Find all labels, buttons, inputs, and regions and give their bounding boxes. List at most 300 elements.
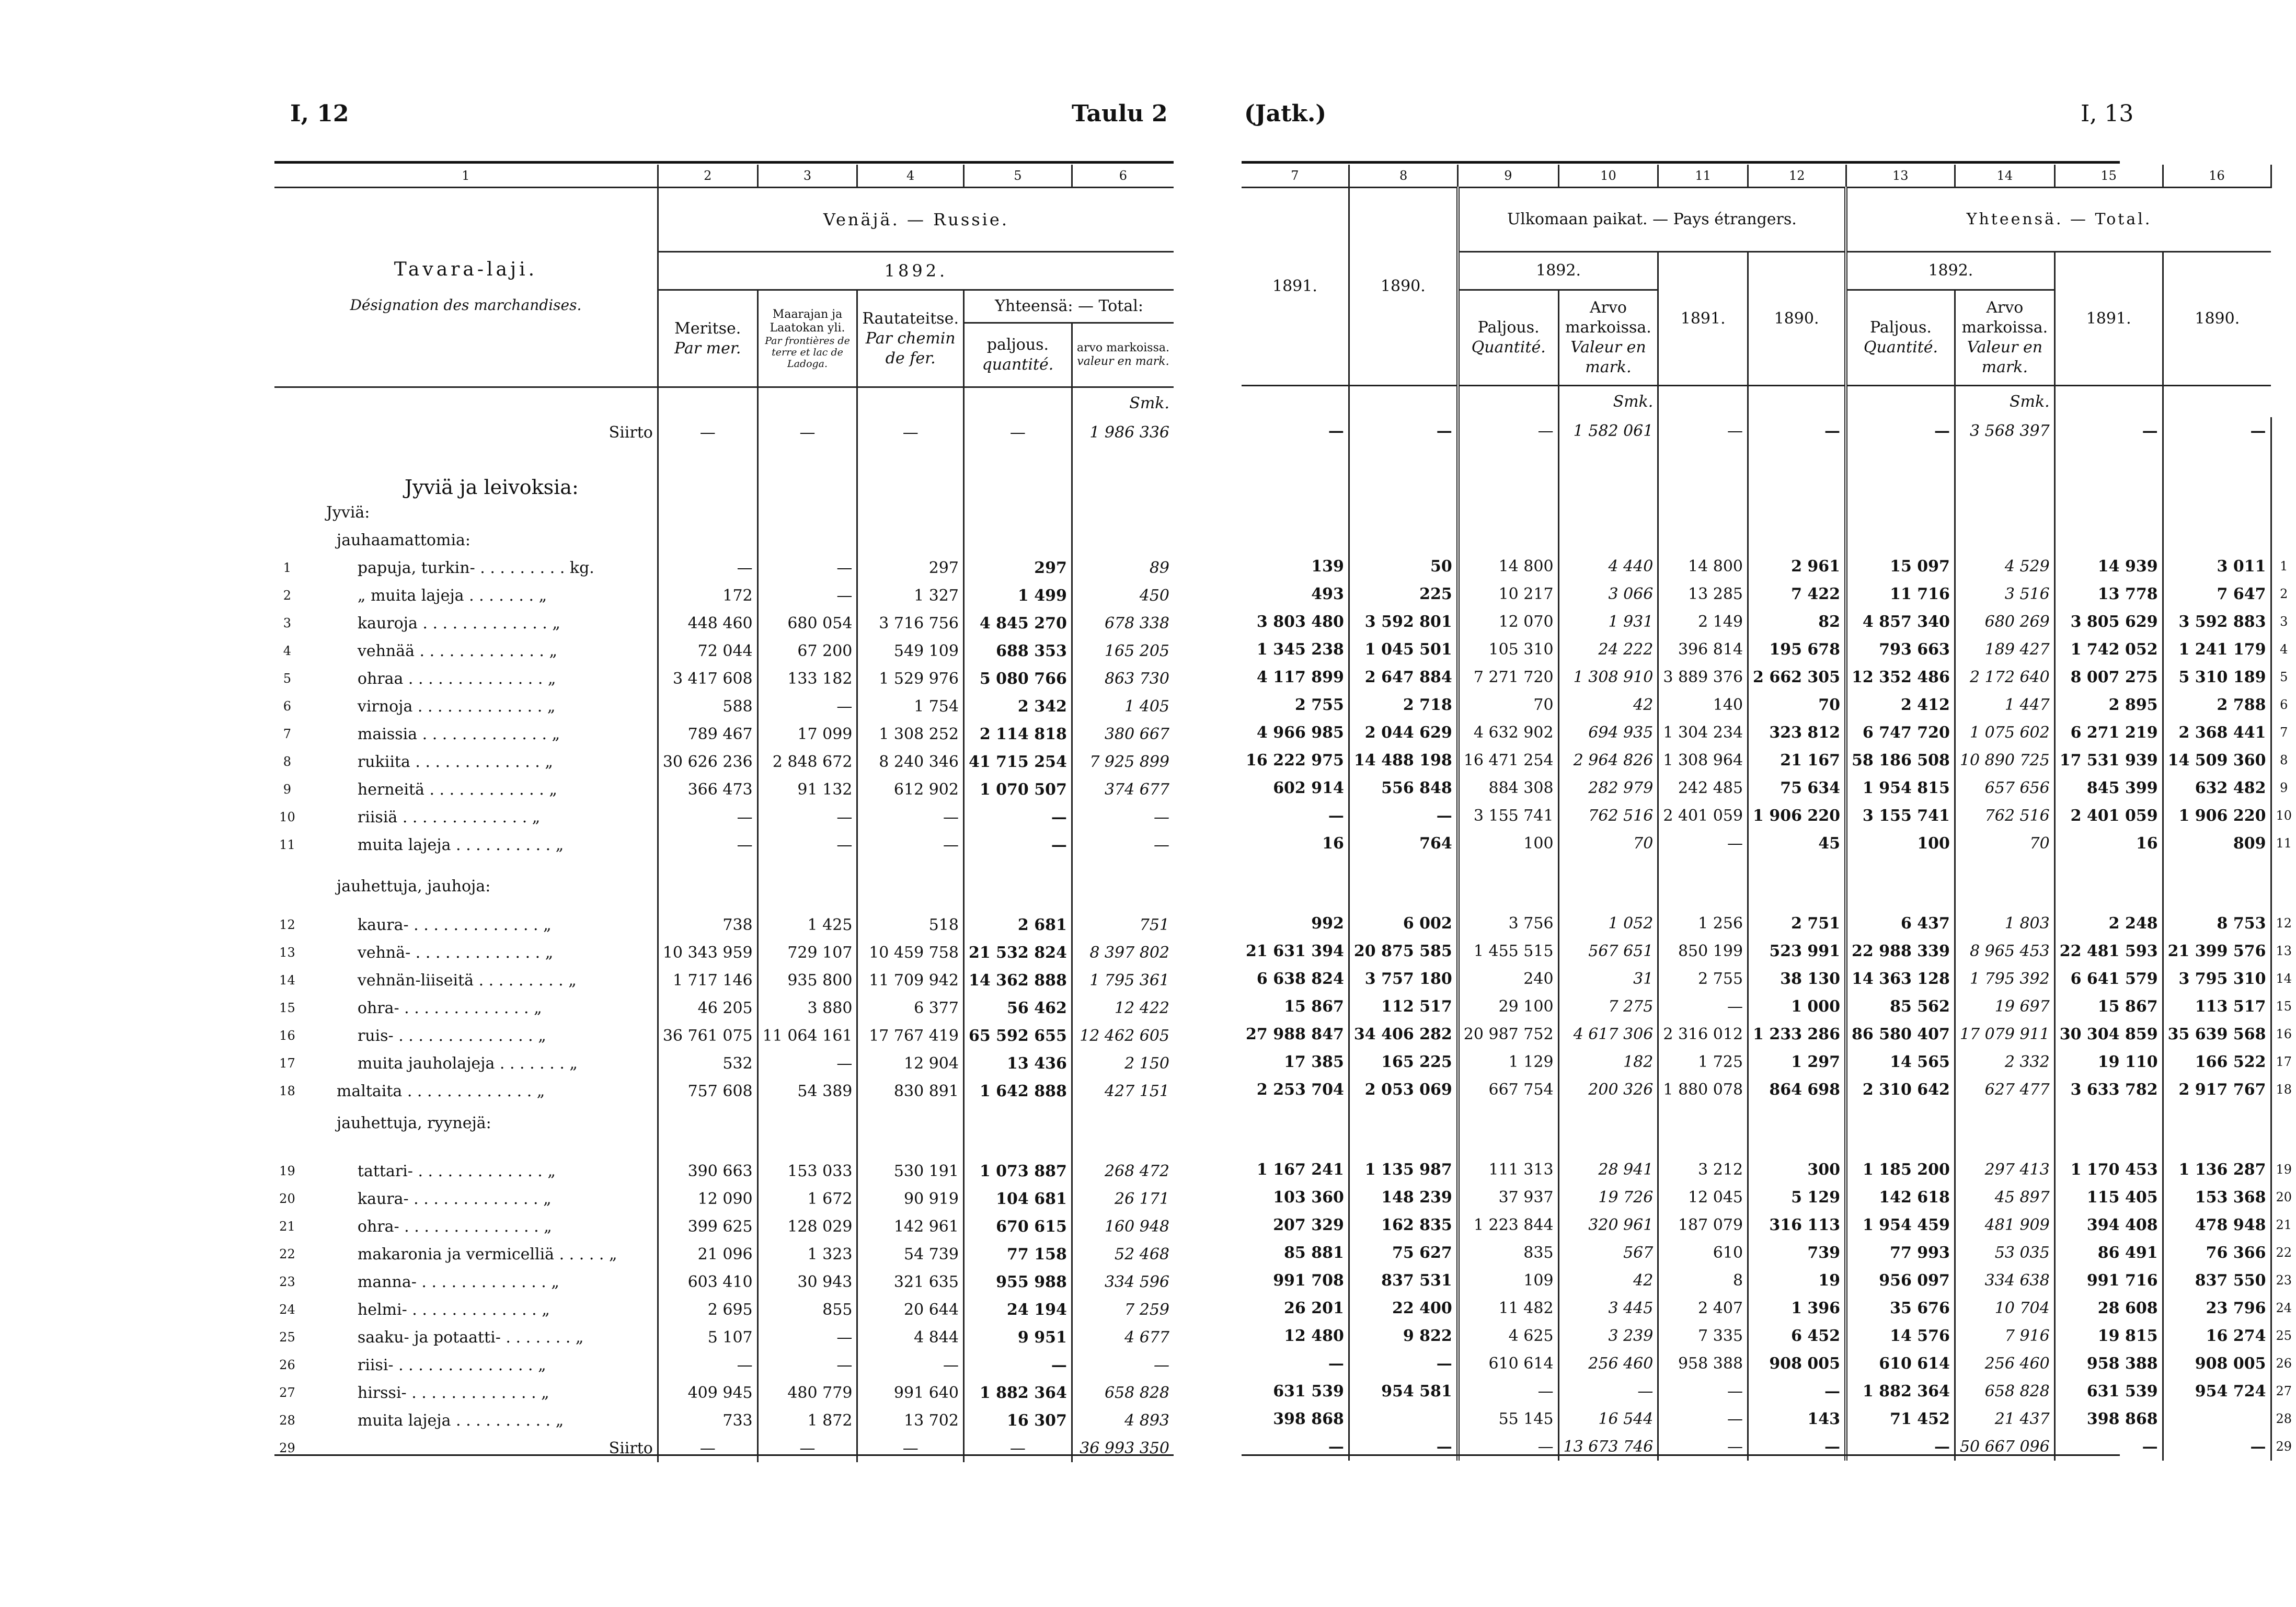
row-number: 5 [283, 671, 292, 686]
value-cell: 7 422 [1748, 580, 1846, 608]
value-cell: 13 778 [2054, 580, 2163, 608]
value-cell: 602 914 [1273, 778, 1344, 797]
value-cell: 20 875 585 [1349, 937, 1457, 965]
value-cell: — [2163, 417, 2271, 445]
value-cell: 12 904 [857, 1050, 964, 1077]
value-cell: 1 906 220 [2163, 802, 2271, 830]
value-cell: 28 941 [1558, 1156, 1658, 1184]
value-cell: 1 880 078 [1658, 1076, 1748, 1104]
value-cell: 1 075 602 [1955, 719, 2054, 747]
value-cell: 153 033 [757, 1157, 857, 1185]
value-cell: 70 [1748, 691, 1846, 719]
value-cell: 4 117 899 [1256, 668, 1344, 686]
value-cell: 1 672 [757, 1185, 857, 1213]
row-number: 21 [2271, 1211, 2296, 1239]
value-cell: — [1328, 421, 1344, 440]
table-row [1242, 910, 2296, 937]
value-cell: 956 097 [1846, 1267, 1955, 1294]
value-cell: 1 954 815 [1846, 774, 1955, 802]
value-cell: 1 582 061 [1558, 417, 1658, 445]
value-cell: 1 754 [857, 693, 964, 720]
value-cell: 1 906 220 [1748, 802, 1846, 830]
value-cell: 16 222 975 [1246, 751, 1344, 770]
table-row [1242, 1156, 2296, 1184]
value-cell: 530 191 [857, 1157, 964, 1185]
description-header [274, 188, 658, 387]
value-cell: 12 422 [1072, 994, 1174, 1022]
row-number: 21 [279, 1219, 295, 1234]
value-cell: 20 987 752 [1458, 1020, 1558, 1048]
row-number: 2 [283, 588, 292, 603]
y1891-ulko: 1891. [1658, 252, 1748, 386]
value-cell: — [1748, 417, 1846, 445]
value-cell: 2 342 [963, 693, 1072, 720]
value-cell: 837 531 [1349, 1267, 1457, 1294]
table-row [274, 665, 1174, 693]
table-row [1242, 1211, 2296, 1239]
value-cell: 1 241 179 [2163, 636, 2271, 663]
value-cell: — [857, 804, 964, 831]
value-cell: 22 481 593 [2054, 937, 2163, 965]
row-number: 6 [283, 699, 292, 714]
value-cell: 30 626 236 [658, 748, 757, 776]
row-number: 13 [2271, 937, 2296, 965]
value-cell: 139 [1311, 557, 1344, 576]
value-cell: 448 460 [658, 610, 757, 637]
row-number: 20 [2271, 1184, 2296, 1211]
value-cell: 3 011 [2163, 553, 2271, 580]
table-row [274, 748, 1174, 776]
top-rule-right [1242, 161, 2120, 164]
table-row [1242, 719, 2296, 747]
value-cell: 14 565 [1846, 1048, 1955, 1076]
value-cell: 10 459 758 [857, 939, 964, 967]
value-cell: 316 113 [1748, 1211, 1846, 1239]
value-cell: 1 308 910 [1558, 663, 1658, 691]
value-cell: 160 948 [1072, 1213, 1174, 1241]
value-cell: — [1458, 1433, 1558, 1461]
value-cell: 8 965 453 [1955, 937, 2054, 965]
row-label: ruis- . . . . . . . . . . . . . . „ [357, 1026, 546, 1045]
value-cell: 21 399 576 [2163, 937, 2271, 965]
rauta-header [857, 290, 964, 387]
value-cell: 53 035 [1955, 1239, 2054, 1267]
table-row [274, 1213, 1174, 1241]
value-cell: — [1072, 1351, 1174, 1379]
table-row [1242, 1378, 2296, 1405]
row-number: 20 [279, 1191, 295, 1206]
row-label: kaura- . . . . . . . . . . . . . „ [357, 915, 552, 934]
value-cell: 111 313 [1458, 1156, 1558, 1184]
value-cell: 610 614 [1846, 1350, 1955, 1378]
value-cell: 13 673 746 [1558, 1433, 1658, 1461]
value-cell: 16 [2054, 830, 2163, 857]
colnum: 15 [2054, 165, 2163, 188]
value-cell: 845 399 [2054, 774, 2163, 802]
value-cell: 688 353 [963, 637, 1072, 665]
value-cell: 1 073 887 [963, 1157, 1072, 1185]
arvo-fr: valeur en mark. [1077, 355, 1169, 368]
value-cell: 9 951 [963, 1324, 1072, 1351]
value-cell: 3 155 741 [1846, 802, 1955, 830]
value-cell: 1 529 976 [857, 665, 964, 693]
value-cell: 14 800 [1458, 553, 1558, 580]
value-cell: 15 867 [1284, 997, 1344, 1016]
row-label: vehnän-liiseitä . . . . . . . . . „ [357, 971, 577, 990]
value-cell: 17 079 911 [1955, 1020, 2054, 1048]
table-row [1242, 937, 2296, 965]
value-cell: 4 617 306 [1558, 1020, 1658, 1048]
jatk-label: (Jatk.) [1244, 100, 1327, 127]
arvo-ulko [1558, 290, 1658, 386]
value-cell: — [1328, 1354, 1344, 1373]
colnum: 13 [1846, 165, 1955, 188]
row-label: makaronia ja vermicelliä . . . . . „ [357, 1245, 617, 1264]
value-cell: 1 297 [1748, 1048, 1846, 1076]
value-cell: 5 107 [658, 1324, 757, 1351]
row-number: 25 [279, 1330, 295, 1345]
table-row [1242, 691, 2296, 719]
value-cell: 77 993 [1846, 1239, 1955, 1267]
value-cell: 11 482 [1458, 1294, 1558, 1322]
value-cell: 2 895 [2054, 691, 2163, 719]
row-label: kaura- . . . . . . . . . . . . . „ [357, 1189, 552, 1208]
row-label: maltaita . . . . . . . . . . . . . „ [336, 1082, 545, 1100]
siirto-top-row [1242, 417, 2296, 445]
value-cell: 182 [1558, 1048, 1658, 1076]
value-cell: 657 656 [1955, 774, 2054, 802]
value-cell: — [963, 1351, 1072, 1379]
value-cell: — [1846, 417, 1955, 445]
value-cell: 955 988 [963, 1268, 1072, 1296]
value-cell: 374 677 [1072, 776, 1174, 804]
value-cell: 1 233 286 [1748, 1020, 1846, 1048]
value-cell: 394 408 [2054, 1211, 2163, 1239]
value-cell: 8 [1658, 1267, 1748, 1294]
paljous-total [1846, 290, 1955, 386]
value-cell: 1 447 [1955, 691, 2054, 719]
row-number: 15 [2271, 993, 2296, 1020]
value-cell: 3 516 [1955, 580, 2054, 608]
value-cell: 153 368 [2163, 1184, 2271, 1211]
value-cell: 90 919 [857, 1185, 964, 1213]
meritse-header [658, 290, 757, 387]
value-cell: 2 755 [1294, 695, 1344, 714]
table-row [274, 1296, 1174, 1324]
table-row [274, 1185, 1174, 1213]
value-cell: 105 310 [1458, 636, 1558, 663]
value-cell: 864 698 [1748, 1076, 1846, 1104]
value-cell: 140 [1658, 691, 1748, 719]
row-number: 24 [279, 1302, 295, 1317]
value-cell: 1 396 [1748, 1294, 1846, 1322]
table-row [274, 1324, 1174, 1351]
row-number: 26 [279, 1358, 295, 1372]
value-cell: 13 436 [963, 1050, 1072, 1077]
table-row [274, 610, 1174, 637]
table-row [1242, 993, 2296, 1020]
value-cell: — [757, 582, 857, 610]
value-cell: — [1846, 1433, 1955, 1461]
table-row [1242, 774, 2296, 802]
table-row [1242, 1350, 2296, 1378]
value-cell: 10 704 [1955, 1294, 2054, 1322]
value-cell: 2 695 [658, 1296, 757, 1324]
value-cell: 729 107 [757, 939, 857, 967]
row-label: vehnää . . . . . . . . . . . . . „ [357, 641, 558, 660]
value-cell: — [757, 693, 857, 720]
page-ref-right: I, 13 [2081, 100, 2134, 127]
siirto-top-cell: — [757, 419, 857, 446]
value-cell: 16 471 254 [1458, 747, 1558, 774]
colnum: 14 [1955, 165, 2054, 188]
value-cell: 6 002 [1349, 910, 1457, 937]
value-cell: 10 343 959 [658, 939, 757, 967]
value-cell: 13 702 [857, 1407, 964, 1434]
value-cell: 3 880 [757, 994, 857, 1022]
value-cell: 297 [857, 554, 964, 582]
value-cell: — [1328, 806, 1344, 825]
row-number: 10 [2271, 802, 2296, 830]
table-row [1242, 1267, 2296, 1294]
row-number: 12 [2271, 910, 2296, 937]
mark-symbol-total: Smk. [1955, 386, 2054, 417]
value-cell: 128 029 [757, 1213, 857, 1241]
value-cell: 532 [658, 1050, 757, 1077]
value-cell: — [1072, 831, 1174, 859]
yhteensa-right-header: Yhteensä. — Total. [1846, 188, 2271, 252]
table-row [274, 720, 1174, 748]
value-cell: 6 638 824 [1256, 969, 1344, 988]
y1892-total: 1892. [1846, 252, 2054, 290]
paljous-fr: Quantité. [1863, 338, 1938, 357]
value-cell: 103 360 [1273, 1188, 1344, 1207]
value-cell: 30 943 [757, 1268, 857, 1296]
value-cell: 3 795 310 [2163, 965, 2271, 993]
value-cell: 739 [1748, 1239, 1846, 1267]
value-cell: 54 739 [857, 1241, 964, 1268]
value-cell: 4 857 340 [1846, 608, 1955, 636]
value-cell: 1 803 [1955, 910, 2054, 937]
value-cell: — [1328, 1437, 1344, 1456]
value-cell: 762 516 [1558, 802, 1658, 830]
row-label: muita lajeja . . . . . . . . . . „ [357, 1411, 564, 1430]
row-number: 13 [279, 945, 295, 960]
value-cell: 5 080 766 [963, 665, 1072, 693]
value-cell: 256 460 [1955, 1350, 2054, 1378]
value-cell: 2 053 069 [1349, 1076, 1457, 1104]
value-cell: 17 099 [757, 720, 857, 748]
value-cell: 991 708 [1273, 1271, 1344, 1290]
value-cell: 658 828 [1072, 1379, 1174, 1407]
value-cell [1349, 1405, 1457, 1433]
paljous-header [963, 323, 1072, 387]
value-cell: 1 725 [1658, 1048, 1748, 1076]
value-cell: 15 097 [1846, 553, 1955, 580]
row-number: 11 [2271, 830, 2296, 857]
value-cell: 1 345 238 [1256, 640, 1344, 659]
value-cell: 2 044 629 [1349, 719, 1457, 747]
value-cell: 10 890 725 [1955, 747, 2054, 774]
value-cell: — [1658, 1378, 1748, 1405]
value-cell: 789 467 [658, 720, 757, 748]
row-number: 3 [283, 616, 292, 630]
value-cell: 29 100 [1458, 993, 1558, 1020]
row-number: 16 [2271, 1020, 2296, 1048]
value-cell: 1 742 052 [2054, 636, 2163, 663]
row-label: herneitä . . . . . . . . . . . . „ [357, 780, 557, 799]
value-cell: 19 697 [1955, 993, 2054, 1020]
value-cell: 3 803 480 [1256, 612, 1344, 631]
siirto-bottom-row [1242, 1433, 2296, 1461]
value-cell: 809 [2163, 830, 2271, 857]
value-cell: — [963, 804, 1072, 831]
row-number: 15 [279, 1001, 295, 1015]
value-cell [2163, 1405, 2271, 1433]
value-cell: 991 716 [2054, 1267, 2163, 1294]
value-cell: 1 135 987 [1349, 1156, 1457, 1184]
value-cell: 85 881 [1284, 1243, 1344, 1262]
row-number: 27 [279, 1385, 295, 1400]
value-cell: 837 550 [2163, 1267, 2271, 1294]
siirto-top-cell: — [658, 419, 757, 446]
sub-jyvia: Jyviä: [326, 503, 370, 522]
value-cell: 3 212 [1658, 1156, 1748, 1184]
value-cell: 162 835 [1349, 1211, 1457, 1239]
y1891-total: 1891. [2054, 252, 2163, 386]
value-cell: 320 961 [1558, 1211, 1658, 1239]
value-cell: 556 848 [1349, 774, 1457, 802]
value-cell: 1 795 392 [1955, 965, 2054, 993]
value-cell: 3 066 [1558, 580, 1658, 608]
value-cell: 58 186 508 [1846, 747, 1955, 774]
value-cell: 567 [1558, 1239, 1658, 1267]
siirto-bottom-cell: — [857, 1434, 964, 1462]
value-cell: 70 [1955, 830, 2054, 857]
arvo-fr: Valeur en mark. [1967, 338, 2043, 376]
section-title: Jyviä ja leivoksia: [404, 475, 579, 499]
value-cell: 863 730 [1072, 665, 1174, 693]
value-cell: — [1558, 1378, 1658, 1405]
value-cell: 992 [1311, 914, 1344, 933]
value-cell: 2 412 [1846, 691, 1955, 719]
left-table [274, 165, 1174, 1462]
value-cell: 2 401 059 [1658, 802, 1748, 830]
table-row [274, 693, 1174, 720]
value-cell: 166 522 [2163, 1048, 2271, 1076]
row-number: 22 [2271, 1239, 2296, 1267]
value-cell: 4 677 [1072, 1324, 1174, 1351]
table-row [274, 1077, 1174, 1105]
value-cell: 36 761 075 [658, 1022, 757, 1050]
table-row [1242, 636, 2296, 663]
value-cell: 2 248 [2054, 910, 2163, 937]
value-cell: 50 [1349, 553, 1457, 580]
value-cell: 75 627 [1349, 1239, 1457, 1267]
value-cell: 4 625 [1458, 1322, 1558, 1350]
colnum: 9 [1458, 165, 1558, 188]
row-label: helmi- . . . . . . . . . . . . . „ [357, 1300, 550, 1319]
value-cell: 4 632 902 [1458, 719, 1558, 747]
value-cell: 52 468 [1072, 1241, 1174, 1268]
column-numbers-row [274, 165, 1174, 188]
mark-symbol-ulko: Smk. [1558, 386, 1658, 417]
value-cell: — [1349, 1350, 1457, 1378]
colnum: 11 [1658, 165, 1748, 188]
value-cell: 2 316 012 [1658, 1020, 1748, 1048]
value-cell: 1 308 252 [857, 720, 964, 748]
value-cell: 518 [857, 911, 964, 939]
value-cell: 680 054 [757, 610, 857, 637]
value-cell: 23 796 [2163, 1294, 2271, 1322]
value-cell: 30 304 859 [2054, 1020, 2163, 1048]
value-cell: 855 [757, 1296, 857, 1324]
row-number: 17 [279, 1056, 295, 1071]
row-number: 24 [2271, 1294, 2296, 1322]
value-cell: 2 662 305 [1748, 663, 1846, 691]
value-cell: 45 897 [1955, 1184, 2054, 1211]
value-cell: 493 [1311, 584, 1344, 603]
value-cell: — [857, 1351, 964, 1379]
siirto-bottom-cell: 36 993 350 [1072, 1434, 1174, 1462]
row-label: ohra- . . . . . . . . . . . . . . „ [357, 1217, 552, 1236]
value-cell: — [757, 1324, 857, 1351]
rauta-fr: Par chemin de fer. [865, 329, 956, 368]
value-cell: 3 445 [1558, 1294, 1658, 1322]
value-cell: 835 [1458, 1239, 1558, 1267]
value-cell: 195 678 [1748, 636, 1846, 663]
siirto-label-bottom: Siirto [609, 1439, 653, 1457]
value-cell: — [1748, 1378, 1846, 1405]
value-cell: 398 868 [2054, 1405, 2163, 1433]
value-cell: 8 397 802 [1072, 939, 1174, 967]
table-row [274, 1157, 1174, 1185]
value-cell: 1 167 241 [1256, 1160, 1344, 1179]
paljous-fr: quantité. [982, 355, 1054, 374]
row-label: vehnä- . . . . . . . . . . . . . „ [357, 943, 554, 962]
value-cell: 399 625 [658, 1213, 757, 1241]
value-cell: 297 [963, 554, 1072, 582]
year-1892: 1892. [658, 252, 1174, 290]
value-cell: 21 532 824 [963, 939, 1072, 967]
table-row [1242, 1048, 2296, 1076]
value-cell: 11 709 942 [857, 967, 964, 994]
value-cell: 26 171 [1072, 1185, 1174, 1213]
value-cell: 22 400 [1349, 1294, 1457, 1322]
table-title: Taulu 2 [1072, 100, 1168, 127]
value-cell: 366 473 [658, 776, 757, 804]
value-cell: — [1349, 802, 1457, 830]
row-label: „ muita lajeja . . . . . . . „ [357, 586, 547, 605]
value-cell: 7 271 720 [1458, 663, 1558, 691]
value-cell: 6 452 [1748, 1322, 1846, 1350]
siirto-bottom-cell: — [757, 1434, 857, 1462]
row-number: 4 [2271, 636, 2296, 663]
value-cell: 4 529 [1955, 553, 2054, 580]
value-cell: — [658, 554, 757, 582]
row-number: 23 [2271, 1267, 2296, 1294]
table-row [274, 1241, 1174, 1268]
table-row [1242, 965, 2296, 993]
value-cell: 7 275 [1558, 993, 1658, 1020]
value-cell: 1 882 364 [1846, 1378, 1955, 1405]
colnum: 16 [2163, 165, 2271, 188]
row-number: 29 [2271, 1433, 2296, 1461]
value-cell: 480 779 [757, 1379, 857, 1407]
value-cell: 738 [658, 911, 757, 939]
value-cell: — [1658, 993, 1748, 1020]
value-cell: 954 581 [1349, 1378, 1457, 1405]
